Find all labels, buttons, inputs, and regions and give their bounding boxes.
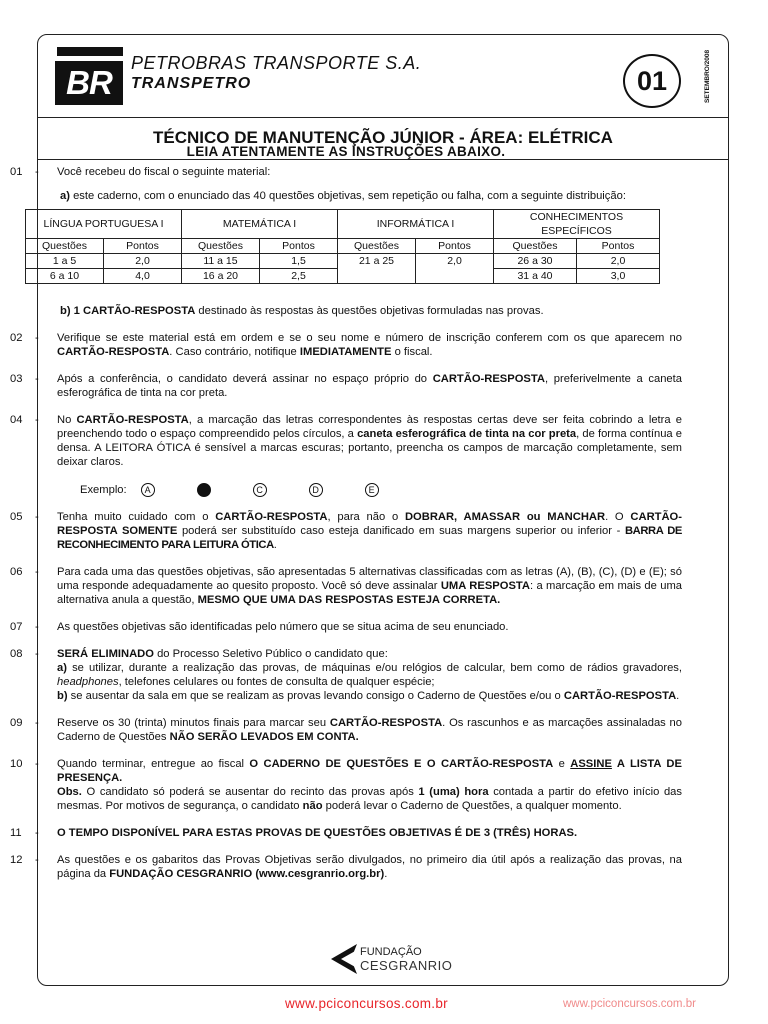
cesgranrio-logo: FUNDAÇÃO CESGRANRIO <box>331 944 452 974</box>
exam-title: TÉCNICO DE MANUTENÇÃO JÚNIOR - ÁREA: ELÉTRICA <box>38 117 728 160</box>
instruction-03: 03 - Após a conferência, o candidato deverá assinar no espaço próprio do CARTÃO-RESPOSTA, preferivelmente a caneta esferográfica de tinta na cor preta. <box>10 373 682 399</box>
bubble-e: E <box>365 483 379 497</box>
instruction-01-b: b) 1 CARTÃO-RESPOSTA destinado às respostas às questões objetivas formuladas nas provas. <box>60 305 544 317</box>
instructions-heading: LEIA ATENTAMENTE AS INSTRUÇÕES ABAIXO. <box>186 144 506 159</box>
booklet-number: 01 <box>623 54 681 108</box>
instructions <box>10 126 682 881</box>
bubble-c: C <box>253 483 267 497</box>
company-subname: TRANSPETRO <box>131 75 252 92</box>
instruction-08: 08 - SERÁ ELIMINADO do Processo Seletivo Público o candidato que: a) se utilizar, durante a realização das provas, de máquinas e/ou relógios de calcular, bem como de rádios gravadores, headphones, telefones celulares ou fontes de consulta de qualquer espécie; b) se ausentar da sala em que se realizam as provas levando consigo o Caderno de Questões e/ou o CARTÃO-RESPOSTA. <box>10 648 682 702</box>
instruction-05: 05 - Tenha muito cuidado com o CARTÃO-RESPOSTA, para não o DOBRAR, AMASSAR ou MANCHAR. O CARTÃO-RESPOSTA SOMENTE poderá ser substituído caso esteja danificado em suas margens superior ou inferior - BARRA DE RECONHECIMENTO PARA LEITURA ÓTICA. <box>10 511 682 551</box>
instruction-12: 12 - As questões e os gabaritos das Provas Objetivas serão divulgados, no primeiro dia útil após a realização das provas, na página da FUNDAÇÃO CESGRANRIO (www.cesgranrio.org.br). <box>10 854 682 880</box>
distribution-table: LÍNGUA PORTUGUESA I MATEMÁTICA I INFORMÁTICA I CONHECIMENTOS ESPECÍFICOS Questões Pontos Questões Pontos Questões Pontos Questões Pontos 1 a 5 2,0 11 a 15 1,5 21 a 25 2,0 26 a 30 2,0 6 a 10 4,0 16 a 20 2,5 31 a 40 3,0 <box>25 209 660 284</box>
instruction-02: 02 - Verifique se este material está em ordem e se o seu nome e número de inscrição conferem com os que aparecem no CARTÃO-RESPOSTA. Caso contrário, notifique IMEDIATAMENTE o fiscal. <box>10 332 682 358</box>
footer-site-link-faint[interactable]: www.pciconcursos.com.br <box>563 998 696 1010</box>
instruction-09: 09 - Reserve os 30 (trinta) minutos finais para marcar seu CARTÃO-RESPOSTA. Os rascunhos e as marcações assinaladas no Caderno de Questões NÃO SERÃO LEVADOS EM CONTA. <box>10 717 682 743</box>
instruction-11: 11 - O TEMPO DISPONÍVEL PARA ESTAS PROVAS DE QUESTÕES OBJETIVAS É DE 3 (TRÊS) HORAS. <box>10 827 578 839</box>
instruction-04: 04 - No CARTÃO-RESPOSTA, a marcação das letras correspondentes às respostas certas deve ser feita cobrindo a letra e preenchendo todo o espaço compreendido pelos círculos, a caneta esferográfica de tinta na cor preta, de forma contínua e densa. A LEITORA ÓTICA é sensível a marcas escuras; portanto, preencha os campos de marcação completamente, sem deixar claros. <box>10 414 683 468</box>
instruction-07: 07 - As questões objetivas são identificadas pelo número que se situa acima de seu enunciado. <box>10 621 509 633</box>
marking-example: Exemplo: A C D E <box>80 483 682 497</box>
company-name: PETROBRAS TRANSPORTE S.A. <box>131 53 422 73</box>
br-logo: BR <box>55 47 125 117</box>
date-code: SETEMBRO/2008 <box>704 49 711 103</box>
instruction-06: 06 - Para cada uma das questões objetivas, são apresentadas 5 alternativas classificadas com as letras (A), (B), (C), (D) e (E); só uma responde adequadamente ao quesito proposto. Você só deve assinalar UMA RESPOSTA: a marcação em mais de uma alternativa anula a questão, MESMO QUE UMA DAS RESPOSTAS ESTEJA CORRETA. <box>10 566 682 606</box>
footer-site-link[interactable]: www.pciconcursos.com.br <box>285 996 448 1011</box>
bubble-a: A <box>141 483 155 497</box>
cesgranrio-arrow-icon <box>331 944 357 974</box>
instruction-01: 01 - Você recebeu do fiscal o seguinte material: <box>10 166 271 178</box>
header <box>38 35 728 118</box>
instruction-10: 10 - Quando terminar, entregue ao fiscal O CADERNO DE QUESTÕES E O CARTÃO-RESPOSTA e ASSINE A LISTA DE PRESENÇA. Obs. O candidato só poderá se ausentar do recinto das provas após 1 (uma) hora contada a partir do efetivo início das mesmas. Por motivos de segurança, o candidato não poderá levar o Caderno de Questões, a qualquer momento. <box>10 758 682 812</box>
instruction-01-a: a) este caderno, com o enunciado das 40 questões objetivas, sem repetição ou falha, com a seguinte distribuição: <box>60 190 626 202</box>
bubble-d: D <box>309 483 323 497</box>
bubble-filled <box>197 483 211 497</box>
